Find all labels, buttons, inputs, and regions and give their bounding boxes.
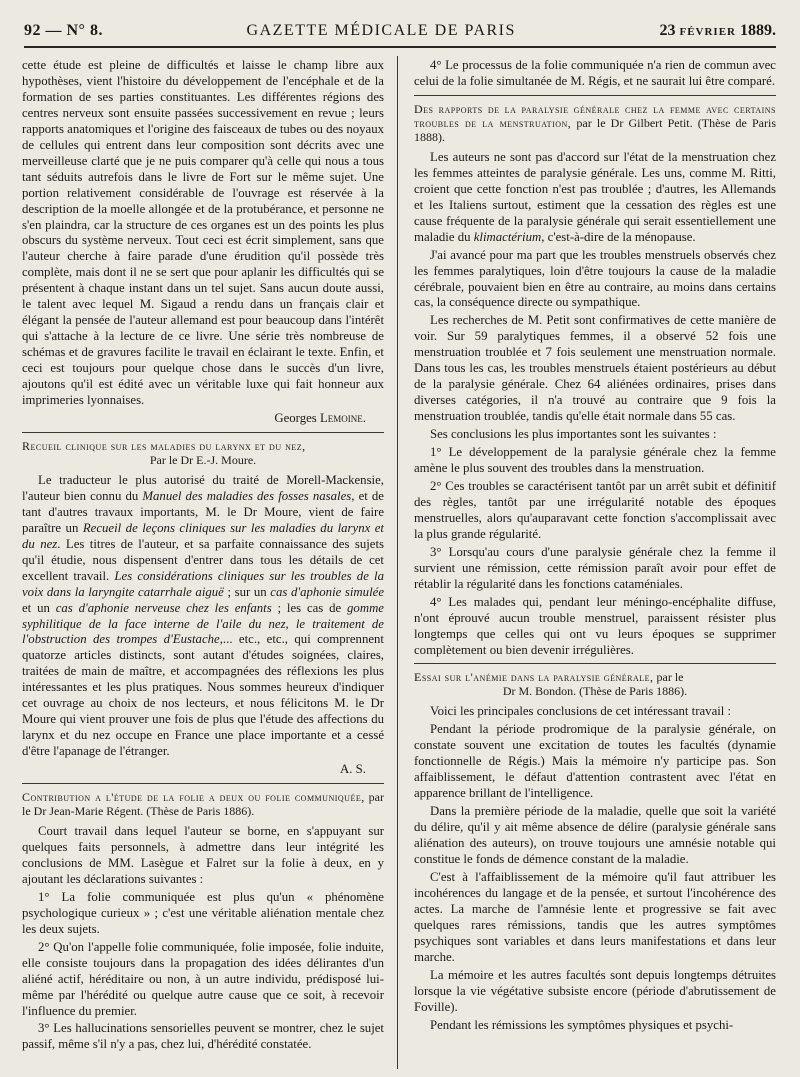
column-divider [397, 56, 398, 1069]
conclusion-item: 2° Ces troubles se caractérisent tantôt par un arrêt subit et définitif des règles, tantôt par une irrégularité notable des époques menstruelles, alors qu'auparavant cette fonction s'accomplissait avec la plus grande régularité. [414, 478, 776, 541]
conclusion-item: 3° Les hallucinations sensorielles peuvent se montrer, chez le sujet passif, même s'il n'y a pas, chez lui, d'hérédité constatée. [22, 1021, 384, 1052]
section-divider [414, 95, 776, 96]
section-divider [22, 783, 384, 784]
conclusion-item: 1° Le développement de la paralysie générale chez la femme amène le plus souvent des troubles dans la menstruation. [414, 445, 776, 476]
paragraph: C'est à l'affaiblissement de la mémoire qu'il faut attribuer les incohérences du langage et de la pensée, et surtout l'incohérence des actes. La marche de l'amnésie lente et progressive se fait avec quelques rares rémissions, tandis que les autres symptômes psychiques sont variables et dans leurs manifestations et dans leur marche. [414, 869, 776, 964]
review-moure-text: Le traducteur le plus autorisé du traité de Morell-Mackensie, l'auteur bien connu du Manuel des maladies des fosses nasales, et de tant d'autres travaux importants, M. le Dr Moure, vient de faire paraître un Recueil de leçons cliniques sur les maladies du larynx et du nez. Les titres de l'auteur, et sa parfaite connaissance des sujets qu'il étudie, nous dispensent d'entrer dans tous les détails de cet excellent travail. Les considérations cliniques sur les troubles de la voix dans la laryngite catarrhale aiguë ; sur un cas d'aphonie simulée et un cas d'aphonie nerveuse chez les enfants ; les cas de gomme syphilitique de la face interne de l'aile du nez, le traitement de l'obstruction des trompes d'Eustache,... etc., etc., qui comprennent quatorze articles distincts, sont autant d'études soignées, claires, traitées de main de maître, et accompagnées des réflexions les plus intéressantes et les plus pratiques. Nous sommes heureux d'indiquer cet ouvrage au choix de nos lecteurs, et nous félicitons M. le Dr Moure qui vient prouver une fois de plus que l'étude des affections du larynx et du nez occupe en France une place importante et a cessé d'être l'apanage de l'étranger. [22, 472, 384, 759]
section-divider [414, 663, 776, 664]
paragraph: Les recherches de M. Petit sont confirmatives de cette manière de voir. Sur 59 paralytiques femmes, il a observé 52 fois une menstruation troublée et 7 fois seulement une menstruation normale. Dans tous les cas, les troubles menstruels étaient postérieurs au début de la paralysie générale. Chez 64 aliénées ordinaires, prises dans diverses catégories, il n'a trouvé au contraire que 9 fois la menstruation troublée, tandis qu'elle était normale dans 55 cas. [414, 313, 776, 424]
date-month: FÉVRIER [679, 26, 736, 38]
paragraph: Pendant la période prodromique de la paralysie générale, on constate souvent une excitation de toutes les facultés (dynamie fonctionnelle de Régis.) Mais la mémoire n'y participe pas. Son affaiblissement, le défaut d'attention contrastent avec l'état en apparence brillant de l'intelligence. [414, 722, 776, 801]
page-header [24, 16, 776, 48]
date-day: 23 [659, 22, 676, 39]
journal-title: GAZETTE MÉDICALE DE PARIS [246, 22, 516, 39]
signature-lemoine: Georges Lemoine. [274, 410, 366, 425]
paragraph: La mémoire et les autres facultés sont depuis longtemps détruites lorsque la vie végétative subsiste encore (période d'abrutissement de Foville). [414, 967, 776, 1014]
signature-as: A. S. [340, 762, 366, 777]
paragraph: Les auteurs ne sont pas d'accord sur l'état de la menstruation chez les femmes atteintes de paralysie générale. Les uns, comme M. Ritti, croient que cette fonction n'est pas troublée ; d'autres, les Allemands et les Italiens surtout, estiment que la cessation des règles est une cause fréquente de la paralysie générale qui serait essentiellement une maladie du klimactérium, c'est-à-dire de la ménopause. [414, 149, 776, 244]
issue-date [659, 22, 776, 40]
conclusion-item: 3° Lorsqu'au cours d'une paralysie générale chez la femme il survient une rémission, cette rémission paraît avoir pour effet de rétablir la régularité dans les fonctions cataméniales. [414, 544, 776, 591]
article-title-petit: Des rapports de la paralysie générale chez la femme avec certains troubles de la menstruation, par le Dr Gilbert Petit. (Thèse de Paris 1888). [414, 101, 776, 144]
section-divider [22, 432, 384, 433]
conclusion-item: 4° Les malades qui, pendant leur méningo-encéphalite diffuse, n'ont éprouvé aucun trouble menstruel, paraissent résister plus longtemps que celles qui ont vu leurs époques se supprimer complètement ou bien devenir irrégulières. [414, 594, 776, 657]
paragraph: Court travail dans lequel l'auteur se borne, en s'appuyant sur quelques faits personnels, à admettre dans leur intégrité les conclusions de MM. Lasègue et Falret sur la folie à deux, en y ajoutant les déclarations suivantes : [22, 824, 384, 886]
page-number: 92 — N° 8. [24, 22, 103, 39]
conclusion-item: 4° Le processus de la folie communiquée n'a rien de commun avec celui de la folie simultanée de M. Régis, et ne saurait lui être comparé. [414, 58, 776, 88]
paragraph: J'ai avancé pour ma part que les troubles menstruels observés chez les femmes paralytiques, loin d'être toujours la cause de la maladie cérébrale, pouvaient bien en être au contraire, au moins dans certains cas, la conséquence directe ou sympathique. [414, 247, 776, 310]
article-title-bondon: Essai sur l'anémie dans la paralysie générale, par le Dr M. Bondon. (Thèse de Paris 1886). [414, 670, 688, 699]
paragraph: Voici les principales conclusions de cet intéressant travail : [430, 704, 732, 719]
left-column [22, 58, 384, 1069]
paragraph: Ses conclusions les plus importantes sont les suivantes : [430, 427, 717, 442]
article-title-moure: Recueil clinique sur les maladies du larynx et du nez, Par le Dr E.-J. Moure. [22, 438, 306, 467]
paragraph: Dans la première période de la maladie, quelle que soit la variété du délire, qu'il y ait même absence de délire (paralysie générale sans aliénation des auteurs), on trouve toujours une amnésie notable qui constitue le fonds de démence constant de la maladie. [414, 804, 776, 867]
date-year: 1889. [740, 22, 776, 39]
article-title-regent: Contribution a l'étude de la folie a deux ou folie communiquée, par le Dr Jean-Marie Régent. (Thèse de Paris 1886). [22, 790, 384, 819]
paragraph: Pendant les rémissions les symptômes physiques et psychi- [430, 1017, 734, 1032]
conclusion-item: 2° Qu'on l'appelle folie communiquée, folie imposée, folie induite, elle consiste toujours dans la propagation des idées délirantes d'un aliéné actif, héréditaire ou non, à un autre individu, prédisposé lui-même par l'hérédité ou quelque autre cause que ce soit, à recevoir l'influence du premier. [22, 939, 384, 1018]
conclusion-item: 1° La folie communiquée est plus qu'un « phénomène psychologique curieux » ; c'est une véritable aliénation mentale chez les deux sujets. [22, 889, 384, 936]
right-column [414, 58, 776, 1069]
review-lemoine-text: cette étude est pleine de difficultés et laisse le champ libre aux hypothèses, vient l'histoire du développement de l'encéphale et de la formation de ses parties constituantes. Les différentes régions des centres nerveux sont ensuite passées successivement en revue ; leurs rapports anatomiques et l'origine des faisceaux de tubes ou des noyaux de cellules qui entrent dans leur composition sont décrits avec une merveilleuse clarté que je ne puis comparer qu'à celle qui nous a tous tant séduits autrefois dans le livre de Fort sur le même sujet. Une portion relativement considérable de l'ouvrage est réservée à la description de la moelle allongée et de la protubérance, et personne ne s'en plaindra, car la structure de ces organes est un des points les plus obscurs du système nerveux. Tout ceci est écrit simplement, sans que l'auteur cherche à faire parade d'une érudition qu'il possède très complète, mais dont il ne se sert que pour aplanir les difficultés qui se présentent à chaque instant dans un tel sujet. Sans aucun doute aussi, le talent avec lequel M. Sigaud a rendu dans un français clair et élégant la pensée de l'auteur allemand est pour beaucoup dans l'intérêt qui s'attache à la lecture de ce livre. Une série très nombreuse de schémas et de gravures facilite le travail en éclairant le texte. Enfin, et ceci est toujours pour quelque chose dans le succès d'un livre, ajoutons qu'il est édité avec un véritable luxe qui fait honneur aux imprimeries lyonnaises. [22, 58, 384, 408]
